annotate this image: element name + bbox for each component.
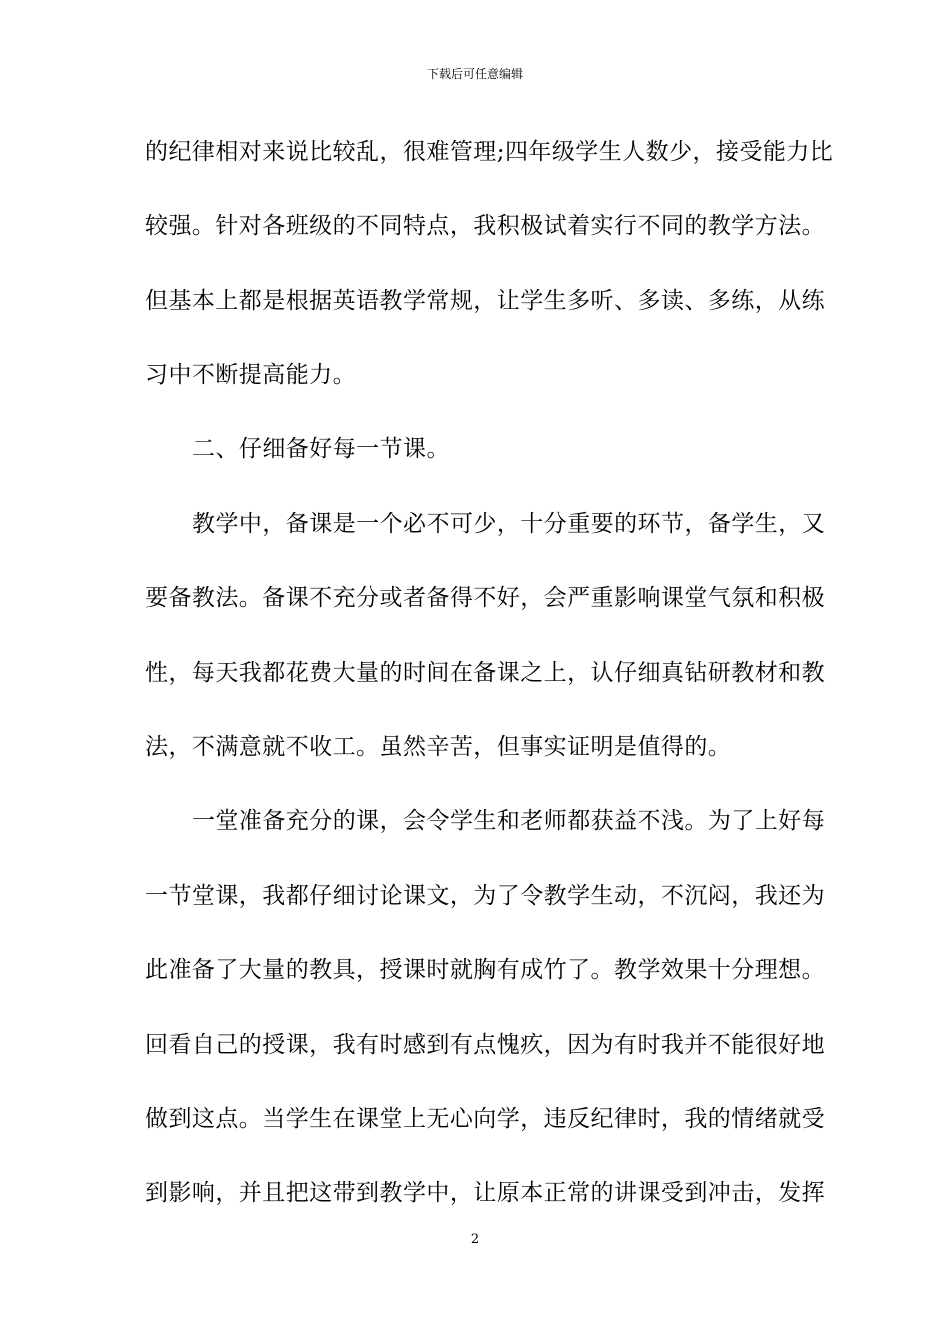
body-text-line: 法，不满意就不收工。虽然辛苦，但事实证明是值得的。 bbox=[145, 734, 732, 760]
body-text-line: 较强。针对各班级的不同特点，我积极试着实行不同的教学方法。 bbox=[145, 213, 826, 239]
paragraph-first-line: 教学中，备课是一个必不可少，十分重要的环节，备学生，又 bbox=[192, 511, 826, 537]
body-text-line: 性，每天我都花费大量的时间在备课之上，认仔细真钻研教材和教 bbox=[145, 660, 826, 686]
page-number: 2 bbox=[470, 1232, 480, 1247]
body-text-line: 此准备了大量的教具，授课时就胸有成竹了。教学效果十分理想。 bbox=[145, 957, 826, 983]
section-heading: 二、仔细备好每一节课。 bbox=[192, 436, 450, 462]
body-text-line: 的纪律相对来说比较乱，很难管理;四年级学生人数少，接受能力比 bbox=[145, 139, 834, 165]
body-text-line: 但基本上都是根据英语教学常规，让学生多听、多读、多练，从练 bbox=[145, 288, 826, 314]
page-header: 下载后可任意编辑 bbox=[426, 67, 523, 81]
body-text-line: 一节堂课，我都仔细讨论课文，为了令教学生动，不沉闷，我还为 bbox=[145, 883, 826, 909]
body-text-line: 要备教法。备课不充分或者备得不好，会严重影响课堂气氛和积极 bbox=[145, 585, 826, 611]
paragraph-first-line: 一堂准备充分的课，会令学生和老师都获益不浅。为了上好每 bbox=[192, 808, 826, 834]
body-text-line: 习中不断提高能力。 bbox=[145, 362, 357, 388]
body-text-line: 回看自己的授课，我有时感到有点愧疚，因为有时我并不能很好地 bbox=[145, 1032, 826, 1058]
body-text-line: 到影响，并且把这带到教学中，让原本正常的讲课受到冲击，发挥 bbox=[145, 1180, 826, 1206]
body-text-line: 做到这点。当学生在课堂上无心向学，违反纪律时，我的情绪就受 bbox=[145, 1106, 826, 1132]
